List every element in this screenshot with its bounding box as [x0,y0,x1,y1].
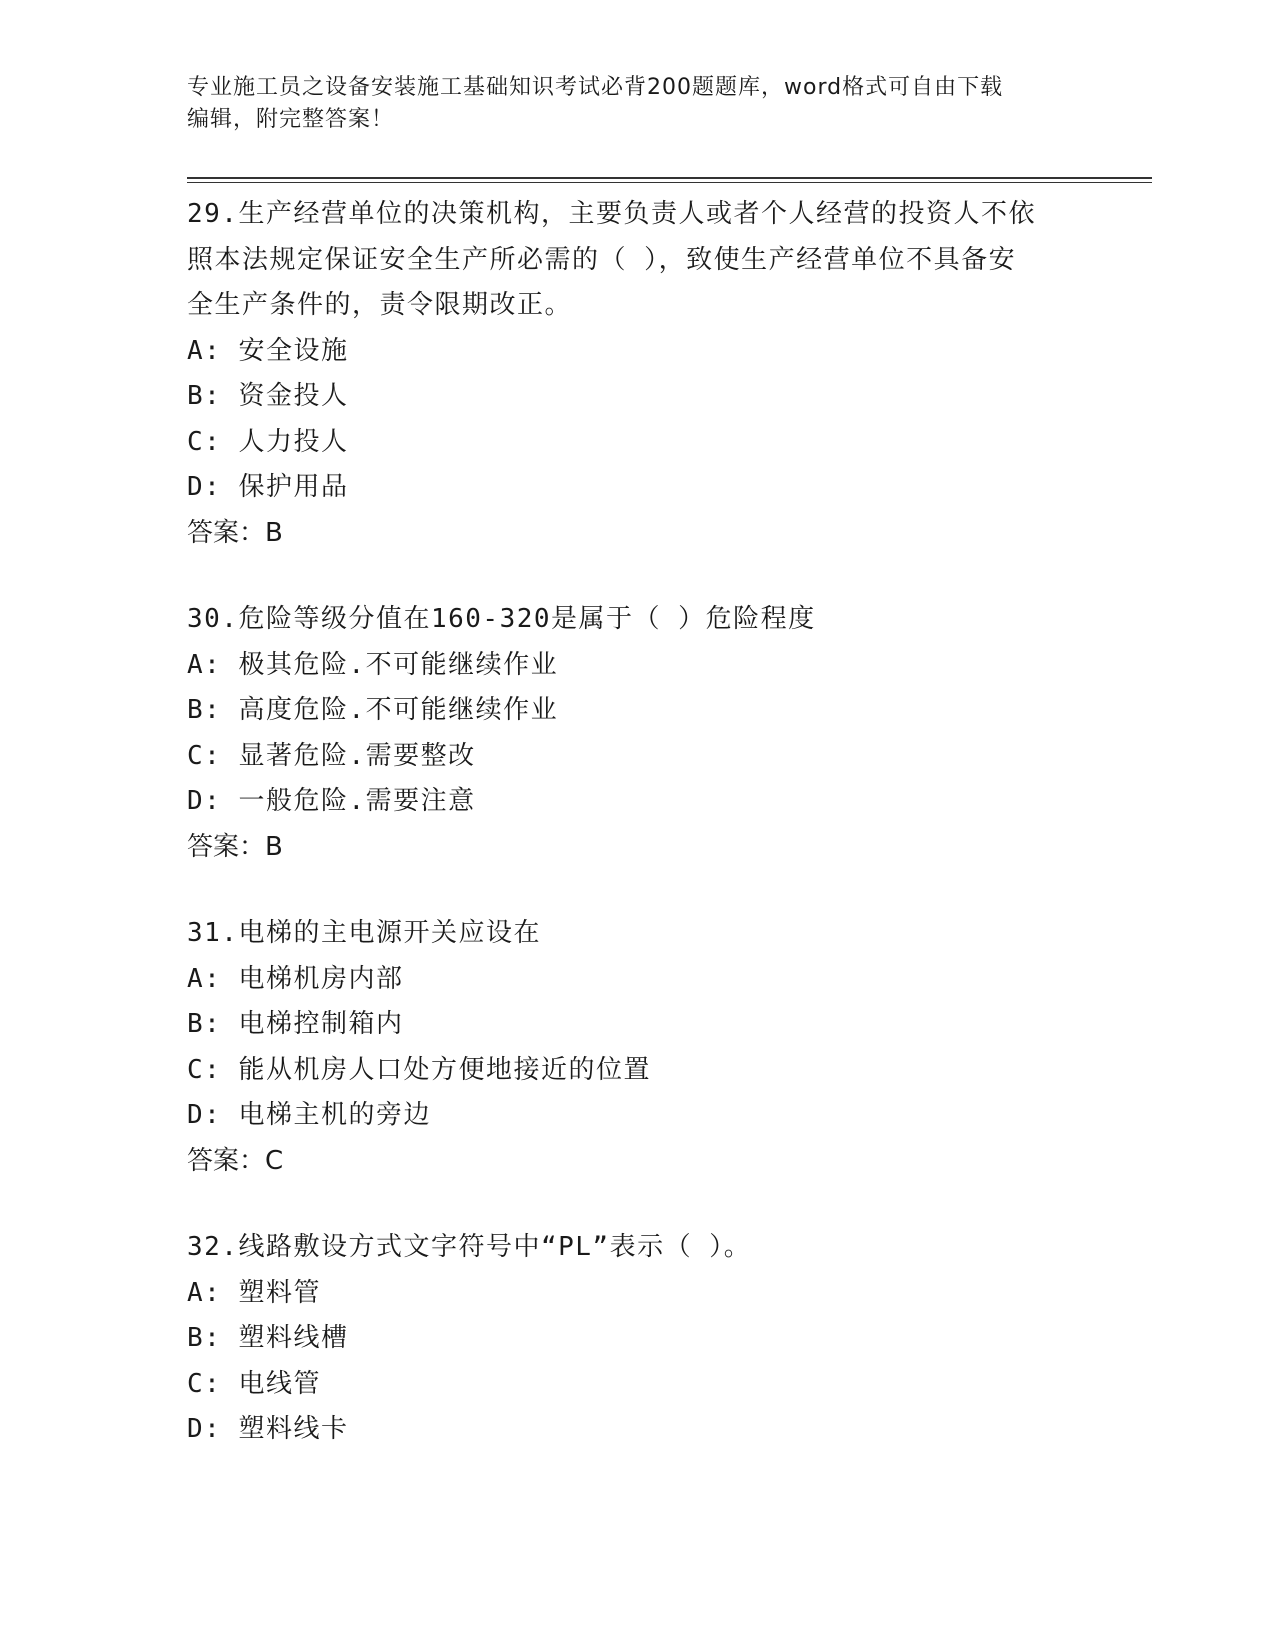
option-b: B: 高度危险.不可能继续作业 [187,695,559,725]
answer-line: 答案：B [187,517,283,548]
question-30 [187,597,1087,870]
option-d: D: 保护用品 [187,472,349,502]
option-a: A: 塑料管 [187,1277,321,1308]
document-header [187,72,1067,136]
answer-line: 答案：C [187,1145,284,1176]
option-b: B: 塑料线槽 [187,1323,349,1353]
option-c: C: 显著危险.需要整改 [187,740,476,771]
question-29 [187,192,1087,556]
option-d: D: 一般危险.需要注意 [187,786,476,816]
option-a: A: 安全设施 [187,335,349,366]
option-a: A: 极其危险.不可能继续作业 [187,649,559,680]
question-text-line: 全生产条件的，责令限期改正。 [187,290,573,320]
header-divider-thick [187,177,1152,179]
option-d: D: 电梯主机的旁边 [187,1100,431,1130]
header-divider-thin [187,182,1152,183]
header-line-1: 专业施工员之设备安装施工基础知识考试必背200题题库，word格式可自由下载 [187,75,1004,100]
question-text-line: 照本法规定保证安全生产所必需的（ ），致使生产经营单位不具备安 [187,244,1017,275]
question-spacer [187,1184,1087,1225]
option-c: C: 电线管 [187,1368,321,1399]
header-line-2: 编辑，附完整答案！ [187,107,395,132]
question-31 [187,911,1087,1184]
question-list [187,192,1087,1453]
question-text-line: 31.电梯的主电源开关应设在 [187,918,541,948]
option-b: B: 电梯控制箱内 [187,1009,404,1039]
option-c: C: 能从机房人口处方便地接近的位置 [187,1054,651,1085]
question-spacer [187,556,1087,597]
answer-line: 答案：B [187,831,283,862]
question-text-line: 29.生产经营单位的决策机构，主要负责人或者个人经营的投资人不依 [187,199,1036,229]
question-text-line: 32.线路敷设方式文字符号中“PL”表示（ ）。 [187,1232,752,1262]
option-c: C: 人力投人 [187,426,349,457]
option-b: B: 资金投人 [187,381,349,411]
question-spacer [187,870,1087,911]
question-text-line: 30.危险等级分值在160-320是属于（ ）危险程度 [187,604,816,634]
question-32 [187,1225,1087,1453]
option-a: A: 电梯机房内部 [187,963,404,994]
option-d: D: 塑料线卡 [187,1414,349,1444]
